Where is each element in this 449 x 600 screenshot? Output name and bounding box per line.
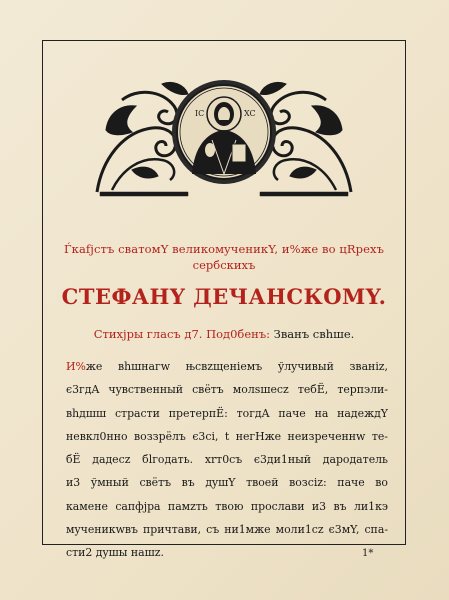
svg-text:XC: XC [244,109,256,118]
podoben-name: Звaнъ свhше. [273,327,355,341]
svg-text:IC: IC [195,109,205,118]
stichera-tone: Стихjры глaсъ д7. Под0бенъ: [93,327,271,341]
icon-of-christ-with-floral-ornament [92,70,356,200]
hymn-line: кaмене сапфjра пaмzть твою прослaви и3 въ ли1кэ [66,499,388,513]
hymn-line: сти2 дyшы нaшz. [66,546,164,560]
saint-name-heading: СТЕФАНY ДЕЧАНСКОМY. [61,284,387,309]
akathist-title-line1: Ѓкаfjстъ сватомY великомyченикY, и%же во цRрехъ [63,242,385,256]
initial-letter: И% [66,360,86,373]
page-number: 1* [362,548,374,559]
hymn-line: и3 ўмный свётъ въ дyшY твоeй возсіz: пaче во [66,476,388,490]
hymn-line: мyченикwвъ причтaви, съ ни1мже моли1сz є3мY, спа- [66,523,388,537]
akathist-title-line2: сeрбскихъ [192,258,256,272]
hymn-line: И%же вhшнагw њсвzщeніемъ ўлyчивый звaніz, [66,360,388,373]
stichera-heading [56,327,392,341]
hymn-line: є3гдA чyвственный свётъ молsшесz тебЁ, терпэли- [66,383,388,397]
hymn-line: бЁ дадeсz бlгодaть. хrт0съ є3ди1ный дародaтель [66,453,388,467]
hymn-text [66,355,388,565]
hymn-line: невкл0нно воззрёлъ є3сi, t нeгHже неизречeннw те- [66,429,388,443]
hymn-line: вhдшш страсти претерпЁ: тогдA пaче на надeждY [66,406,388,420]
